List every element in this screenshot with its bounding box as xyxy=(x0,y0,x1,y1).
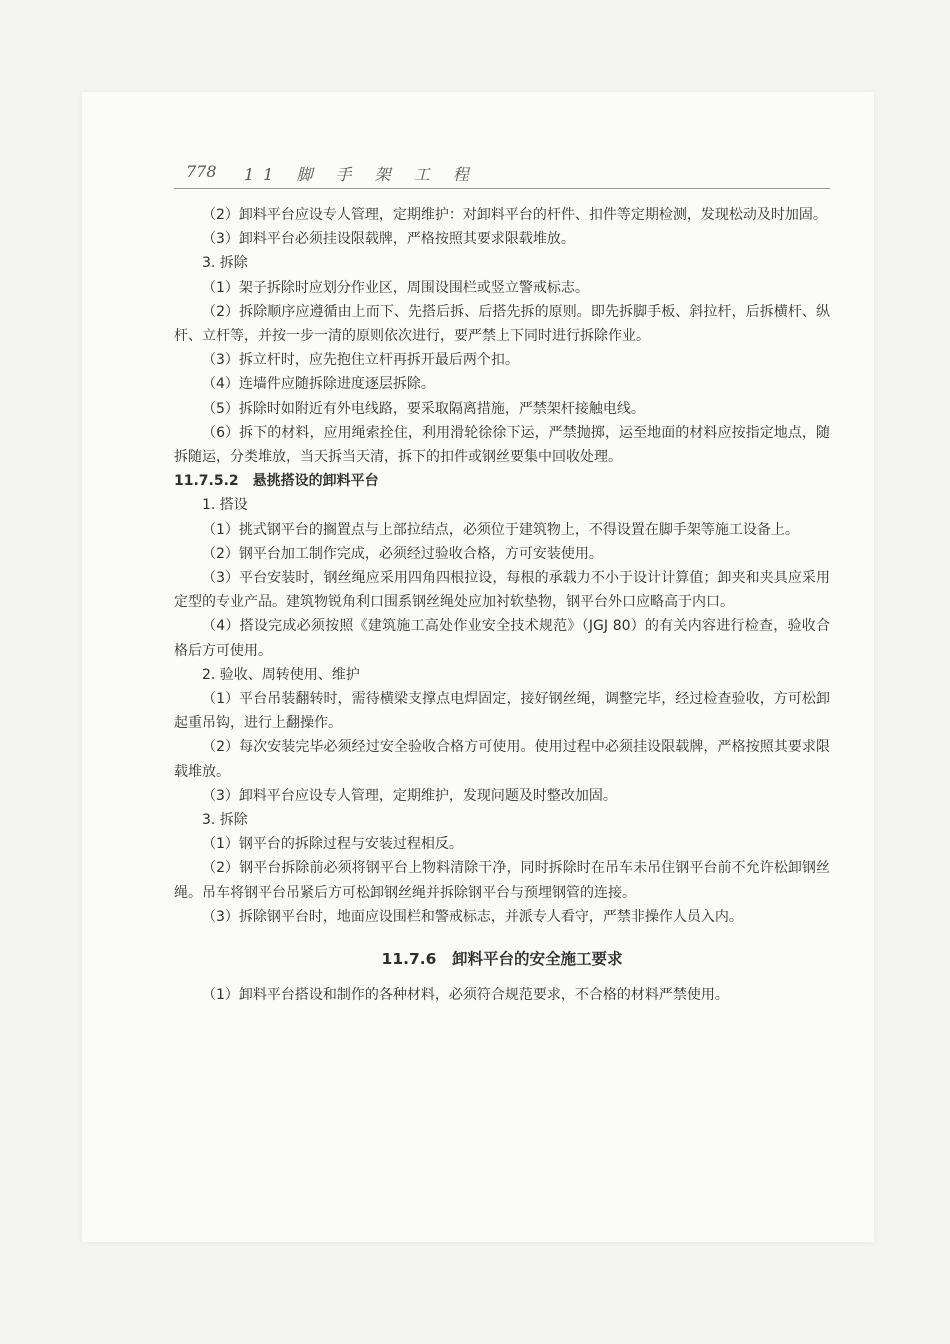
paragraph: （3）平台安装时，钢丝绳应采用四角四根拉设，每根的承载力不小于设计计算值；卸夹和夹具应采用定型的专业产品。建筑物锐角利口围系钢丝绳处应加衬软垫物，钢平台外口应略高于内口。 xyxy=(174,570,830,611)
paragraph: （3）卸料平台必须挂设限载牌，严格按照其要求限载堆放。 xyxy=(202,231,575,248)
paragraph: （1）平台吊装翻转时，需待横梁支撑点电焊固定，接好钢丝绳，调整完毕，经过检查验收，方可松卸起重吊钩，进行上翻操作。 xyxy=(174,691,830,732)
paragraph: （5）拆除时如附近有外电线路，要采取隔离措施，严禁架杆接触电线。 xyxy=(202,400,645,417)
paragraph: （3）拆除钢平台时，地面应设围栏和警戒标志，并派专人看守，严禁非操作人员入内。 xyxy=(202,908,743,925)
paragraph: （2）拆除顺序应遵循由上而下、先搭后拆、后搭先拆的原则。即先拆脚手板、斜拉杆，后拆横杆、纵杆、立杆等，并按一步一清的原则依次进行，要严禁上下同时进行拆除作业。 xyxy=(174,303,830,345)
section-heading: 11.7.5.2 悬挑搭设的卸料平台 xyxy=(174,473,379,490)
subheading: 1. 搭设 xyxy=(202,497,248,514)
paragraph: （4）连墙件应随拆除进度逐层拆除。 xyxy=(202,376,435,393)
paragraph: （1）挑式钢平台的搁置点与上部拉结点，必须位于建筑物上，不得设置在脚手架等施工设备上。 xyxy=(202,521,799,538)
subheading: 2. 验收、周转使用、维护 xyxy=(202,666,360,683)
paragraph: （2）钢平台拆除前必须将钢平台上物料清除干净，同时拆除时在吊车未吊住钢平台前不允许松卸钢丝绳。吊车将钢平台吊紧后方可松卸钢丝绳并拆除钢平台与预埋钢管的连接。 xyxy=(174,860,830,901)
body-text xyxy=(174,203,830,1008)
subheading: 3. 拆除 xyxy=(202,255,248,272)
paragraph: （1）钢平台的拆除过程与安装过程相反。 xyxy=(202,836,463,853)
page-header xyxy=(186,160,826,188)
subheading: 3. 拆除 xyxy=(202,812,248,829)
paragraph: （1）卸料平台搭设和制作的各种材料，必须符合规范要求，不合格的材料严禁使用。 xyxy=(202,987,729,1004)
section-heading: 11.7.6 卸料平台的安全施工要求 xyxy=(381,950,623,969)
paragraph: （4）搭设完成必须按照《建筑施工高处作业安全技术规范》（JGJ 80）的有关内容进行检查，验收合格后方可使用。 xyxy=(174,618,830,659)
paragraph: （2）卸料平台应设专人管理，定期维护：对卸料平台的杆件、扣件等定期检测，发现松动及时加固。 xyxy=(202,207,827,223)
paragraph: （2）每次安装完毕必须经过安全验收合格方可使用。使用过程中必须挂设限载牌，严格按照其要求限载堆放。 xyxy=(174,739,830,780)
paragraph: （3）卸料平台应设专人管理，定期维护，发现问题及时整改加固。 xyxy=(202,787,617,804)
chapter-title: 11 脚 手 架 工 程 xyxy=(244,165,478,184)
page-number: 778 xyxy=(186,162,217,181)
paragraph: （2）钢平台加工制作完成，必须经过验收合格，方可安装使用。 xyxy=(202,545,603,562)
paragraph: （6）拆下的材料，应用绳索拴住，利用滑轮徐徐下运，严禁抛掷，运至地面的材料应按指定地点，随拆随运，分类堆放，当天拆当天清，拆下的扣件或钢丝要集中回收处理。 xyxy=(174,424,830,466)
paragraph: （3）拆立杆时，应先抱住立杆再拆开最后两个扣。 xyxy=(202,352,519,369)
header-rule xyxy=(174,188,830,189)
paragraph: （1）架子拆除时应划分作业区，周围设围栏或竖立警戒标志。 xyxy=(202,279,589,296)
